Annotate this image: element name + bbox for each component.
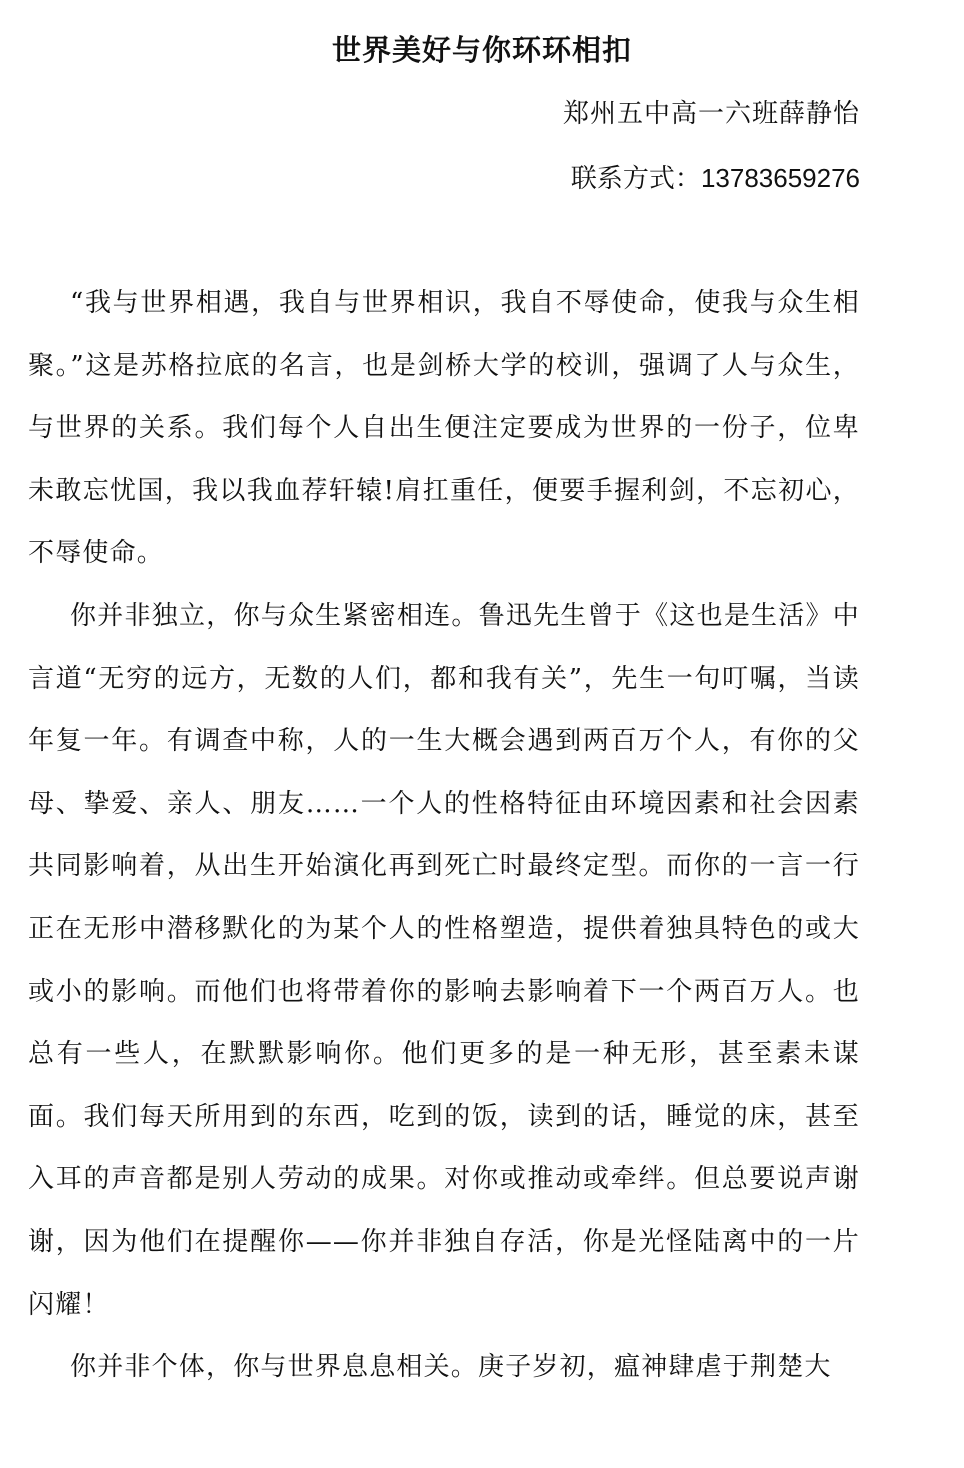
document-title: 世界美好与你环环相扣 [331, 33, 632, 67]
contact-number: 13783659276 [700, 163, 860, 193]
contact-line [571, 156, 860, 201]
essay-body [28, 272, 860, 1399]
paragraph-1: “我与世界相遇，我自与世界相识，我自不辱使命，使我与众生相聚。”这是苏格拉底的名言，也是剑桥大学的校训，强调了人与众生，与世界的关系。我们每个人自出生便注定要成为世界的一份子，位卑未敢忘忧国，我以我血荐轩辕!肩扛重任，便要手握利剑，不忘初心，不辱使命。 [28, 288, 860, 569]
author-line: 郑州五中高一六班薛静怡 [562, 99, 860, 129]
contact-label: 联系方式： [570, 164, 701, 194]
paragraph-2: 你并非独立，你与众生紧密相连。鲁迅先生曾于《这也是生活》中言道“无穷的远方，无数的人们，都和我有关”，先生一句叮嘱，当读年复一年。有调查中称，人的一生大概会遇到两百万个人，有你的父母、挚爱、亲人、朋友……一个人的性格特征由环境因素和社会因素共同影响着，从出生开始演化再到死亡时最终定型。而你的一言一行正在无形中潜移默化的为某个人的性格塑造，提供着独具特色的或大或小的影响。而他们也将带着你的影响去影响着下一个两百万人。也总有一些人，在默默影响你。他们更多的是一种无形，甚至素未谋面。我们每天所用到的东西，吃到的饭，读到的话，睡觉的床，甚至入耳的声音都是别人劳动的成果。对你或推动或牵绊。但总要说声谢谢，因为他们在提醒你——你并非独自存活，你是光怪陆离中的一片闪耀！ [28, 600, 860, 1320]
paragraph-3: 你并非个体，你与世界息息相关。庚子岁初，瘟神肆虐于荆楚大 [70, 1352, 832, 1383]
